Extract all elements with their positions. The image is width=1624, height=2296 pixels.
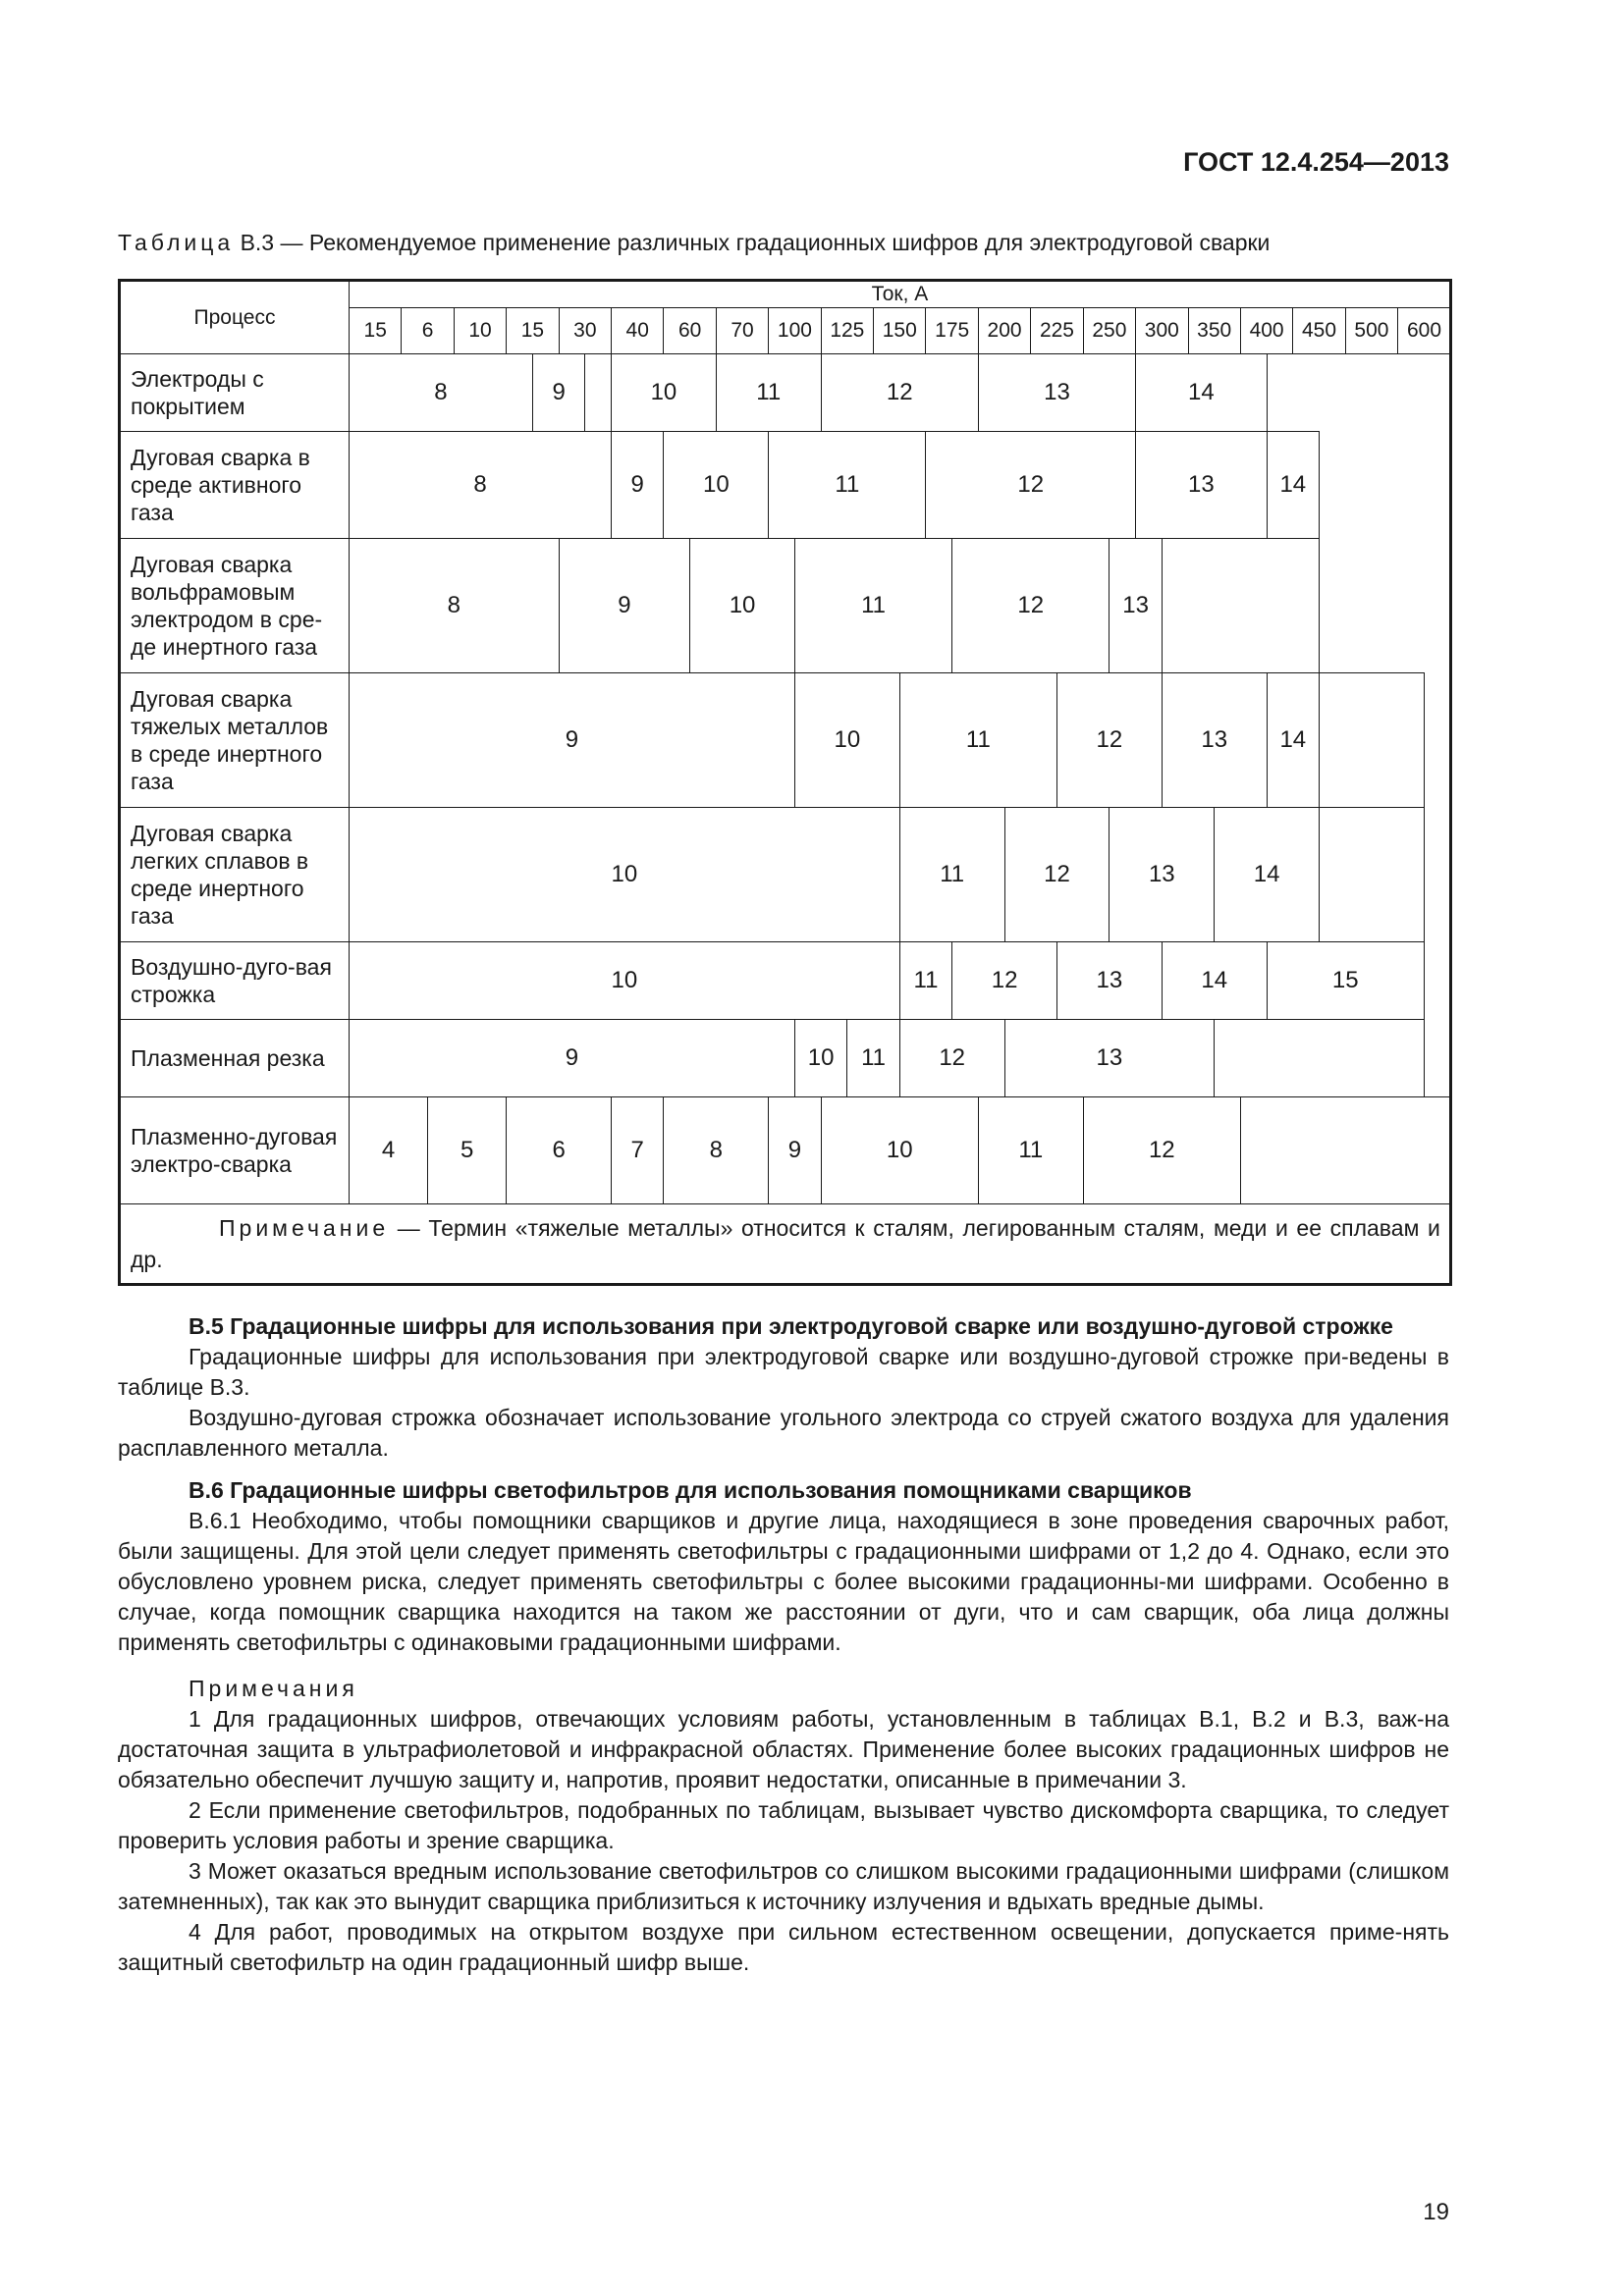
table-caption-label: Таблица [118, 230, 235, 255]
table-row [120, 353, 1451, 431]
shade-number-cell: 10 [350, 941, 900, 1019]
current-value-cell: 30 [559, 307, 611, 353]
current-value-cell: 100 [769, 307, 821, 353]
section-b6-heading: В.6 Градационные шифры светофильтров для использования помощниками сварщиков [189, 1477, 1192, 1503]
shade-number-cell: 12 [1083, 1096, 1240, 1203]
shade-number-cell: 13 [1110, 807, 1215, 941]
table-note-label: Примечание [219, 1214, 390, 1241]
process-name-cell: Дуговая сварка тяжелых металлов в среде инертного газа [120, 672, 350, 807]
shade-number-cell: 12 [1056, 672, 1162, 807]
current-value-cell: 225 [1031, 307, 1083, 353]
shade-number-cell: 10 [612, 353, 717, 431]
current-header: Ток, А [350, 281, 1451, 308]
empty-shade-cell [1162, 538, 1319, 672]
shade-number-cell: 15 [1267, 941, 1424, 1019]
shade-number-cell: 8 [350, 353, 533, 431]
shade-number-cell: 12 [1004, 807, 1110, 941]
shade-number-cell: 13 [978, 353, 1135, 431]
current-value-cell: 300 [1136, 307, 1188, 353]
document-code: ГОСТ 12.4.254—2013 [1183, 147, 1449, 177]
table-row [120, 807, 1451, 941]
empty-shade-cell [1320, 807, 1425, 941]
shade-number-cell: 12 [899, 1019, 1004, 1096]
shade-number-cell: 11 [716, 353, 821, 431]
shade-number-cell: 10 [821, 1096, 978, 1203]
shade-number-cell: 14 [1162, 941, 1267, 1019]
shade-number-cell: 12 [821, 353, 978, 431]
section-b5-heading: В.5 Градационные шифры для использования при электродуговой сварке или воздушно-дуговой строжке [189, 1313, 1393, 1339]
process-name-cell: Плазменная резка [120, 1019, 350, 1096]
current-value-cell: 200 [978, 307, 1030, 353]
shade-number-cell: 4 [350, 1096, 428, 1203]
note-4: 4 Для работ, проводимых на открытом воздухе при сильном естественном освещении, допускается приме-нять защитный светофильтр на один градационный шифр выше. [118, 1919, 1449, 1975]
note-3: 3 Может оказаться вредным использование светофильтров со слишком высокими градационными шифрами (слишком затемненных), так как это вынудит сварщика приблизиться к источнику излучения и вдыхать вредные дымы. [118, 1858, 1449, 1914]
current-value-cell: 6 [402, 307, 454, 353]
current-value-cell: 40 [612, 307, 664, 353]
process-name-cell: Плазменно-дуговая электро-сварка [120, 1096, 350, 1203]
shade-number-cell: 14 [1267, 431, 1319, 538]
shade-number-cell: 11 [847, 1019, 899, 1096]
shade-number-cell: 12 [926, 431, 1136, 538]
shade-number-cell: 9 [769, 1096, 821, 1203]
shade-number-cell: 9 [559, 538, 690, 672]
table-row [120, 538, 1451, 672]
shade-number-cell: 10 [794, 672, 899, 807]
process-name-cell: Дуговая сварка в среде активного газа [120, 431, 350, 538]
shade-number-cell: 9 [350, 672, 795, 807]
shade-number-cell: 7 [612, 1096, 664, 1203]
note-1: 1 Для градационных шифров, отвечающих условиям работы, установленным в таблицах В.1, В.2 и В.3, важ-на достаточная защита в ультрафиолетовой и инфракрасной областях. Применение более высоких градационных шифров не обязательно обеспечит лучшую защиту и, напротив, проявит недостатки, описанные в примечании 3. [118, 1706, 1449, 1792]
current-value-cell: 125 [821, 307, 873, 353]
body-text [118, 1311, 1449, 1978]
table-header-row [120, 281, 1451, 308]
current-value-cell: 150 [874, 307, 926, 353]
table-row [120, 431, 1451, 538]
shade-number-cell: 10 [350, 807, 900, 941]
shade-number-cell: 14 [1267, 672, 1319, 807]
shade-number-cell: 13 [1136, 431, 1268, 538]
shade-number-cell: 11 [794, 538, 951, 672]
shade-number-cell: 11 [899, 672, 1056, 807]
shade-number-cell: 11 [769, 431, 926, 538]
process-name-cell: Воздушно-дуго-вая строжка [120, 941, 350, 1019]
shade-number-cell: 6 [507, 1096, 612, 1203]
current-value-cell: 175 [926, 307, 978, 353]
shade-number-cell: 14 [1136, 353, 1268, 431]
note-2: 2 Если применение светофильтров, подобранных по таблицам, вызывает чувство дискомфорта сварщика, то следует проверить условия работы и зрение сварщика. [118, 1797, 1449, 1853]
table-note-text: — Термин «тяжелые металлы» относится к сталям, легированным сталям, меди и ее сплавам и др. [131, 1214, 1440, 1272]
shade-number-cell: 9 [612, 431, 664, 538]
shade-number-cell: 13 [1056, 941, 1162, 1019]
empty-shade-cell [585, 353, 612, 431]
process-name-cell: Дуговая сварка легких сплавов в среде инертного газа [120, 807, 350, 941]
empty-shade-cell [1215, 1019, 1425, 1096]
empty-shade-cell [1320, 672, 1425, 807]
empty-shade-cell [1240, 1096, 1450, 1203]
shade-number-cell: 14 [1215, 807, 1320, 941]
current-value-cell: 70 [716, 307, 768, 353]
current-value-cell: 350 [1188, 307, 1240, 353]
shade-number-cell: 13 [1004, 1019, 1215, 1096]
shade-number-cell: 9 [532, 353, 584, 431]
current-value-cell: 500 [1345, 307, 1397, 353]
shade-number-cell: 11 [899, 941, 951, 1019]
table-row [120, 1019, 1451, 1096]
shade-number-cell: 11 [978, 1096, 1083, 1203]
shade-number-cell: 11 [899, 807, 1004, 941]
section-b61-paragraph: В.6.1 Необходимо, чтобы помощники сварщиков и другие лица, находящиеся в зоне проведения сварочных работ, были защищены. Для этой цели следует применять светофильтры с градационными шифрами от 1,2 до 4. Однако, если это обусловлено уровнем риска, следует применять светофильтры с более высокими градационны-ми шифрами. Особенно в случае, когда помощник сварщика находится на таком же расстоянии от дуги, что и сам сварщик, оба лица должны применять светофильтры с одинаковыми градационными шифрами. [118, 1508, 1449, 1655]
shade-number-cell: 10 [794, 1019, 846, 1096]
shade-number-cell: 5 [428, 1096, 507, 1203]
shade-number-cell: 12 [952, 941, 1057, 1019]
shade-number-cell: 8 [664, 1096, 769, 1203]
shade-number-cell: 13 [1162, 672, 1267, 807]
process-header: Процесс [120, 281, 350, 354]
current-value-cell: 400 [1240, 307, 1292, 353]
current-value-cell: 15 [507, 307, 559, 353]
current-value-cell: 600 [1398, 307, 1451, 353]
shade-number-cell: 10 [664, 431, 769, 538]
section-b5-paragraph-1: Градационные шифры для использования при электродуговой сварке или воздушно-дуговой строжке при-ведены в таблице В.3. [118, 1344, 1449, 1400]
table-row [120, 672, 1451, 807]
shade-number-cell: 10 [690, 538, 795, 672]
process-name-cell: Дуговая сварка вольфрамовым электродом в сре-де инертного газа [120, 538, 350, 672]
shade-number-cell: 8 [350, 431, 612, 538]
shade-number-cell: 12 [952, 538, 1110, 672]
shade-number-cell: 13 [1110, 538, 1162, 672]
shade-numbers-table [118, 279, 1452, 1286]
table-note-row [120, 1203, 1451, 1284]
table-note [120, 1203, 1451, 1284]
table-row [120, 1096, 1451, 1203]
process-name-cell: Электроды с покрытием [120, 353, 350, 431]
shade-number-cell: 8 [350, 538, 560, 672]
table-caption [118, 230, 1453, 256]
table-row [120, 941, 1451, 1019]
current-value-cell: 10 [454, 307, 506, 353]
page-number: 19 [1423, 2199, 1449, 2225]
current-value-cell: 250 [1083, 307, 1135, 353]
shade-number-cell: 9 [350, 1019, 795, 1096]
current-value-cell: 60 [664, 307, 716, 353]
section-b5-paragraph-2: Воздушно-дуговая строжка обозначает использование угольного электрода со струей сжатого воздуха для удаления расплавленного металла. [118, 1405, 1449, 1461]
current-value-cell: 450 [1293, 307, 1345, 353]
current-value-cell: 15 [350, 307, 402, 353]
notes-label: Примечания [189, 1676, 358, 1701]
table-caption-text: В.3 — Рекомендуемое применение различных градационных шифров для электродуговой сварки [234, 230, 1271, 255]
